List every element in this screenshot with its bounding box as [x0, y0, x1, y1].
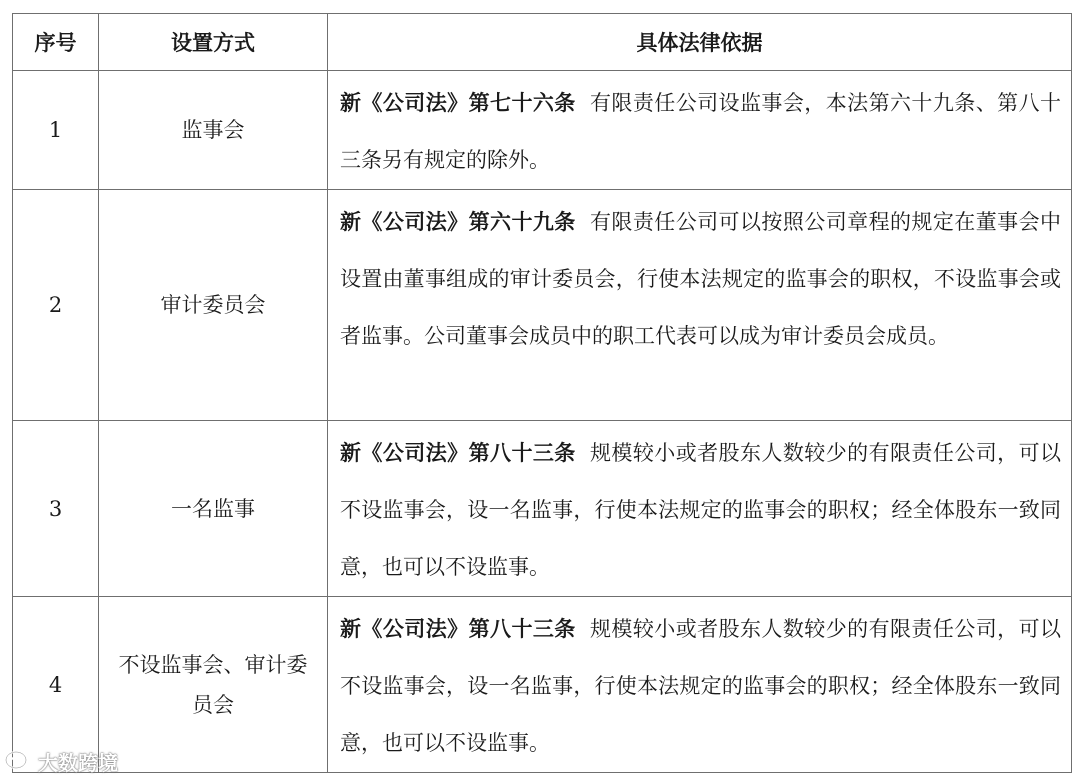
table-row — [13, 71, 1072, 190]
header-index: 序号 — [13, 14, 99, 71]
table-row — [13, 190, 1072, 421]
row-legal-basis — [328, 421, 1072, 597]
row-index: 4 — [13, 597, 99, 773]
row-index: 2 — [13, 190, 99, 421]
row-setup-mode: 审计委员会 — [99, 190, 328, 421]
wechat-icon — [4, 750, 34, 774]
header-legal-basis: 具体法律依据 — [328, 14, 1072, 71]
legal-basis-table — [12, 13, 1072, 773]
article-text: 有限责任公司设监事会，本法第六十九条、第八十三条另有规定的除外。 — [340, 91, 1062, 172]
row-setup-mode: 不设监事会、审计委员会 — [99, 597, 328, 773]
watermark — [4, 747, 118, 776]
article-reference: 新《公司法》第六十九条 — [340, 210, 576, 234]
table-row — [13, 597, 1072, 773]
article-text: 有限责任公司可以按照公司章程的规定在董事会中设置由董事组成的审计委员会，行使本法规定的监事会的职权，不设监事会或者监事。公司董事会成员中的职工代表可以成为审计委员会成员。 — [340, 210, 1062, 348]
row-index: 1 — [13, 71, 99, 190]
article-text: 规模较小或者股东人数较少的有限责任公司，可以不设监事会，设一名监事，行使本法规定的监事会的职权；经全体股东一致同意，也可以不设监事。 — [340, 617, 1062, 755]
table-row — [13, 421, 1072, 597]
article-text: 规模较小或者股东人数较少的有限责任公司，可以不设监事会，设一名监事，行使本法规定的监事会的职权；经全体股东一致同意，也可以不设监事。 — [340, 441, 1062, 579]
article-reference: 新《公司法》第八十三条 — [340, 617, 576, 641]
header-setup-mode: 设置方式 — [99, 14, 328, 71]
row-setup-mode: 监事会 — [99, 71, 328, 190]
row-legal-basis — [328, 71, 1072, 190]
table-header-row — [13, 14, 1072, 71]
watermark-text: 大数跨境 — [38, 751, 118, 775]
row-legal-basis — [328, 597, 1072, 773]
row-index: 3 — [13, 421, 99, 597]
row-legal-basis — [328, 190, 1072, 421]
row-setup-mode: 一名监事 — [99, 421, 328, 597]
article-reference: 新《公司法》第八十三条 — [340, 441, 576, 465]
article-reference: 新《公司法》第七十六条 — [340, 91, 576, 115]
